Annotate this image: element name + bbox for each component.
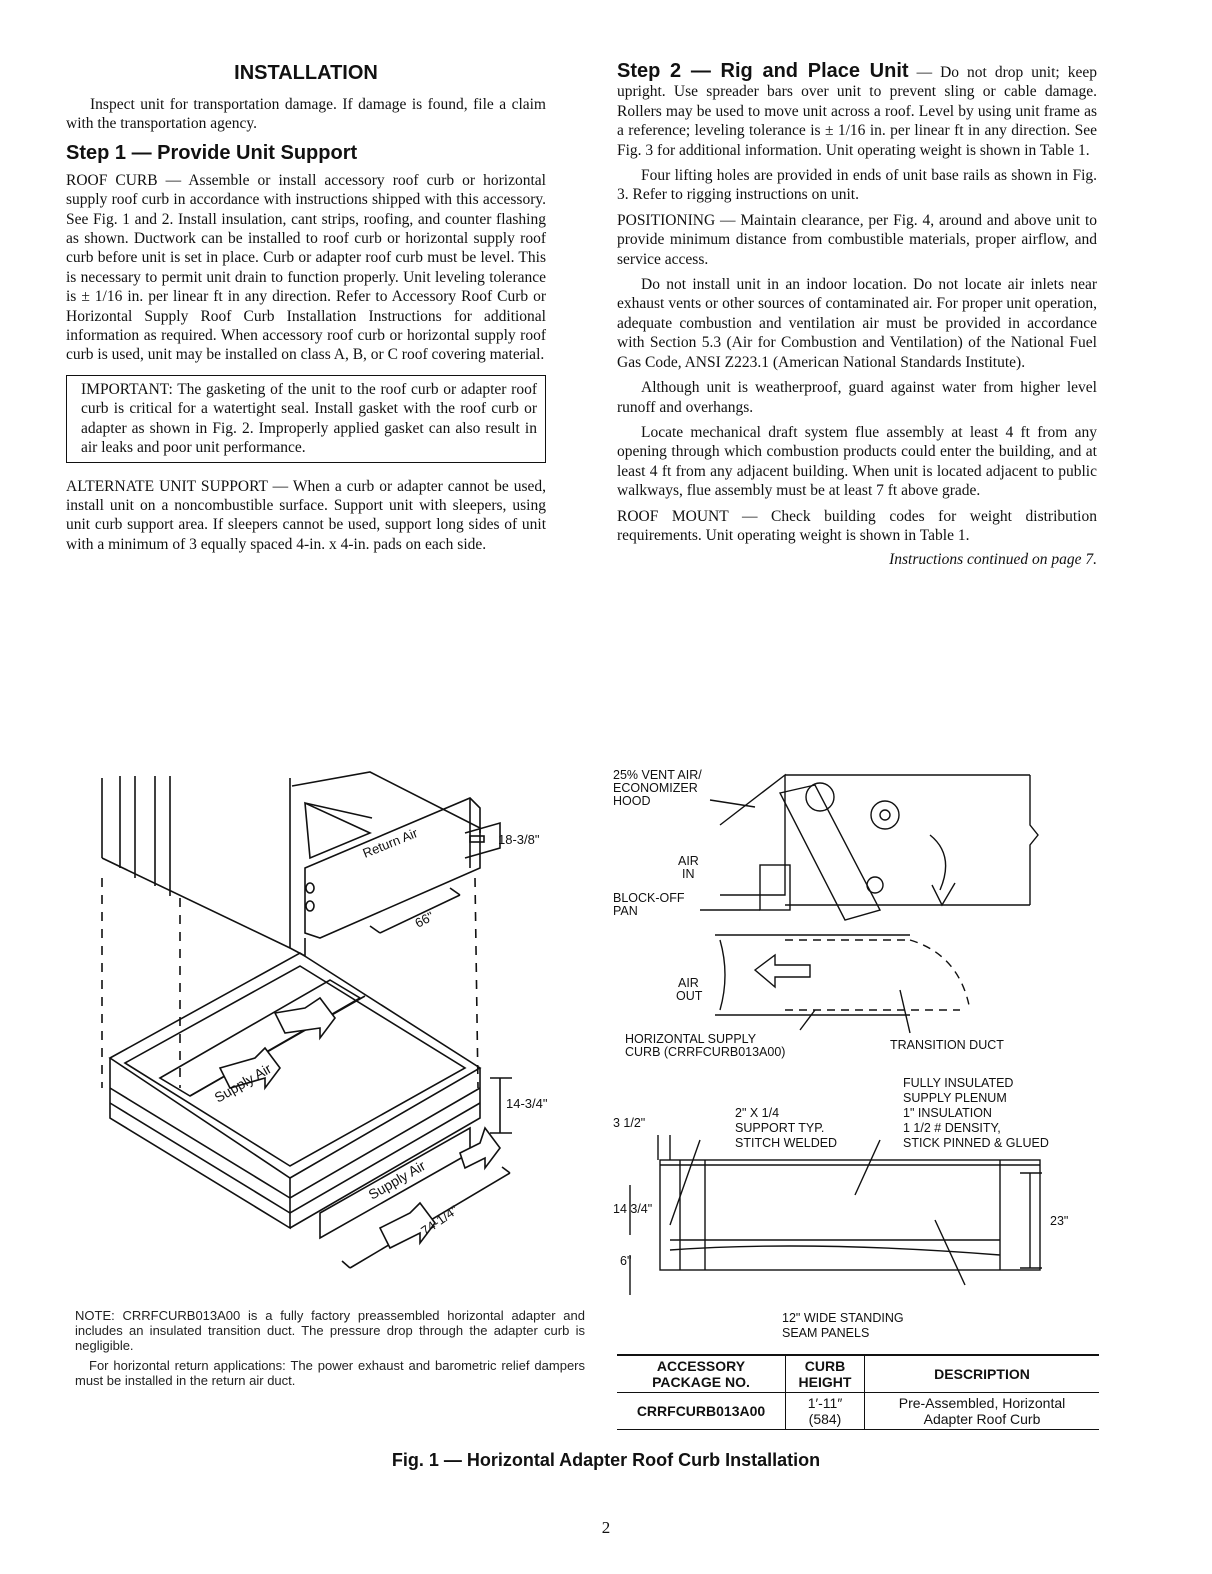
indoor-paragraph: Do not install unit in an indoor location. Do not locate air inlets near exhaust vents or other sources of contaminated air. For proper unit operation, adequate combustion and ventilation air must be provided in accordance with Section 5.3 (Air for Combustion and Ventilation) of the National Fuel Gas Code, ANSI Z223.1 (American National Standards Institute).: [617, 276, 1097, 371]
important-box: [66, 375, 546, 463]
figure-caption: Fig. 1 — Horizontal Adapter Roof Curb Installation: [391, 1450, 821, 1470]
dim-14-3-4-label: 14-3/4": [506, 1096, 548, 1111]
step2-paragraph: [617, 62, 1097, 160]
blockoff-label-1: BLOCK-OFF: [613, 891, 685, 905]
air-out-label-1: AIR: [678, 976, 699, 990]
note-paragraph-2: For horizontal return applications: The power exhaust and barometric relief dampers must be installed in the return air duct.: [75, 1358, 585, 1388]
air-out-label-2: OUT: [676, 989, 703, 1003]
dim-6-label: 6": [620, 1254, 632, 1268]
table-header-row: [617, 1355, 1099, 1393]
step2-heading: Step 2 — Rig and Place Unit: [617, 60, 909, 82]
panels-label-2: SEAM PANELS: [782, 1326, 870, 1340]
blockoff-label-2: PAN: [613, 904, 638, 918]
panels-label-1: 12" WIDE STANDING: [782, 1311, 904, 1325]
important-text: IMPORTANT: The gasketing of the unit to the roof curb or adapter roof curb is critical for a watertight seal. Install gasket with the roof curb or adapter as shown in Fig. 2. Improperly applied gasket can also result in air leaks and poor unit performance.: [81, 380, 537, 457]
table-cell-package: CRRFCURB013A00: [617, 1393, 786, 1430]
plenum-label-1: FULLY INSULATED: [903, 1076, 1014, 1090]
supply-air-side-label: Supply Air: [365, 1157, 429, 1203]
vent-air-label-1: 25% VENT AIR/: [613, 768, 702, 782]
table-header-description: DESCRIPTION: [865, 1355, 1100, 1393]
vent-air-label-2: ECONOMIZER: [613, 781, 698, 795]
support-label-1: 2" X 1/4: [735, 1106, 780, 1120]
accessory-table: [617, 1354, 1099, 1430]
installation-heading: INSTALLATION: [234, 62, 378, 84]
roof-mount-paragraph: ROOF MOUNT — Check building codes for weight distribution requirements. Unit operating weight is shown in Table 1.: [617, 507, 1097, 544]
dim-3-1-2-label: 3 1/2": [613, 1116, 646, 1130]
plenum-label-2: SUPPLY PLENUM: [903, 1091, 1007, 1105]
dim-18-3-8-label: 18-3/8": [498, 832, 540, 847]
horizontal-supply-section-drawing: [610, 765, 1100, 1345]
roof-curb-isometric-drawing: [80, 758, 585, 1303]
weatherproof-paragraph: Although unit is weatherproof, guard against water from higher level runoff and overhangs.: [617, 379, 1097, 416]
plenum-label-4: 1 1/2 # DENSITY,: [903, 1121, 1001, 1135]
height-ft: 1′-11″: [807, 1395, 843, 1411]
horizontal-supply-label-1: HORIZONTAL SUPPLY: [625, 1032, 757, 1046]
plenum-label-5: STICK PINNED & GLUED: [903, 1136, 1049, 1150]
roof-curb-paragraph: ROOF CURB — Assemble or install accessory roof curb or horizontal supply roof curb in accordance with instructions shipped with this accessory. See Fig. 1 and 2. Install insulation, cant strips, roofing, and counter flashing as shown. Ductwork can be installed to roof curb or horizontal supply roof curb before unit is set in place. Curb or adapter roof curb must be level. This is necessary to permit unit drain to function properly. Unit leveling tolerance is ± 1/16 in. per linear ft in any direction. Refer to Accessory Roof Curb or Horizontal Supply Roof Curb Installation Instructions for additional information as required. When accessory roof curb or horizontal supply roof curb is used, unit may be installed on class A, B, or C roof covering material.: [66, 171, 546, 364]
dim-66-label: 66": [412, 908, 437, 931]
right-column: [617, 62, 1097, 569]
step2-text: — Do not drop unit; keep upright. Use spreader bars over unit to prevent sling or cable damage. Rollers may be used to move unit across a roof. Level by using unit frame as a reference; leveling tolerance is ± 1/16 in. per linear ft in any direction. See Fig. 3 for additional information. Unit operating weight is shown in Table 1.: [617, 64, 1097, 159]
transition-duct-label: TRANSITION DUCT: [890, 1038, 1004, 1052]
table-header-package: ACCESSORY PACKAGE NO.: [617, 1355, 786, 1393]
positioning-paragraph: POSITIONING — Maintain clearance, per Fig. 4, around and above unit to provide minimum distance from combustible materials, proper airflow, and service access.: [617, 211, 1097, 268]
lifting-paragraph: Four lifting holes are provided in ends of unit base rails as shown in Fig. 3. Refer to rigging instructions on unit.: [617, 167, 1097, 204]
vent-air-label-3: HOOD: [613, 794, 651, 808]
table-cell-height: [786, 1393, 865, 1430]
air-in-label-1: AIR: [678, 854, 699, 868]
note-paragraph-1: NOTE: CRRFCURB013A00 is a fully factory preassembled horizontal adapter and includes an insulated transition duct. The pressure drop through the adapter curb is negligible.: [75, 1308, 585, 1353]
support-label-3: STITCH WELDED: [735, 1136, 838, 1150]
description-line-2: Adapter Roof Curb: [923, 1411, 1041, 1427]
supply-air-top-label: Supply Air: [211, 1060, 275, 1106]
dim-14-3-4-label: 14 3/4": [613, 1202, 653, 1216]
table-header-curb-height: CURB HEIGHT: [786, 1355, 865, 1393]
table-cell-description: [865, 1393, 1100, 1430]
return-air-label: Return Air: [360, 825, 420, 861]
flue-paragraph: Locate mechanical draft system flue assembly at least 4 ft from any opening through which combustion products could enter the building, and at least 4 ft from any adjacent building. When unit is located adjacent to public walkways, flue assembly must be at least 7 ft above grade.: [617, 423, 1097, 500]
plenum-label-3: 1" INSULATION: [903, 1106, 992, 1120]
support-label-2: SUPPORT TYP.: [735, 1121, 825, 1135]
left-column: [66, 62, 546, 560]
dim-74-1-4-label: 74-1/4": [418, 1202, 461, 1239]
alternate-support-paragraph: ALTERNATE UNIT SUPPORT — When a curb or adapter cannot be used, install unit on a noncombustible surface. Support unit with sleepers, using unit curb support area. If sleepers cannot be used, support long sides of unit with a minimum of 3 equally spaced 4-in. x 4-in. pads on each side.: [66, 477, 546, 553]
figure-note: [75, 1308, 585, 1393]
page-number: 2: [601, 1518, 611, 1537]
step1-heading: Step 1 — Provide Unit Support: [66, 141, 358, 164]
height-mm: (584): [808, 1411, 842, 1427]
intro-paragraph: Inspect unit for transportation damage. If damage is found, file a claim with the transportation agency.: [66, 96, 546, 133]
continued-note: Instructions continued on page 7.: [889, 551, 1097, 569]
dim-23-label: 23": [1050, 1214, 1069, 1228]
table-row: [617, 1393, 1099, 1430]
air-in-label-2: IN: [682, 867, 695, 881]
description-line-1: Pre-Assembled, Horizontal: [898, 1395, 1066, 1411]
horizontal-supply-label-2: CURB (CRRFCURB013A00): [625, 1045, 786, 1059]
